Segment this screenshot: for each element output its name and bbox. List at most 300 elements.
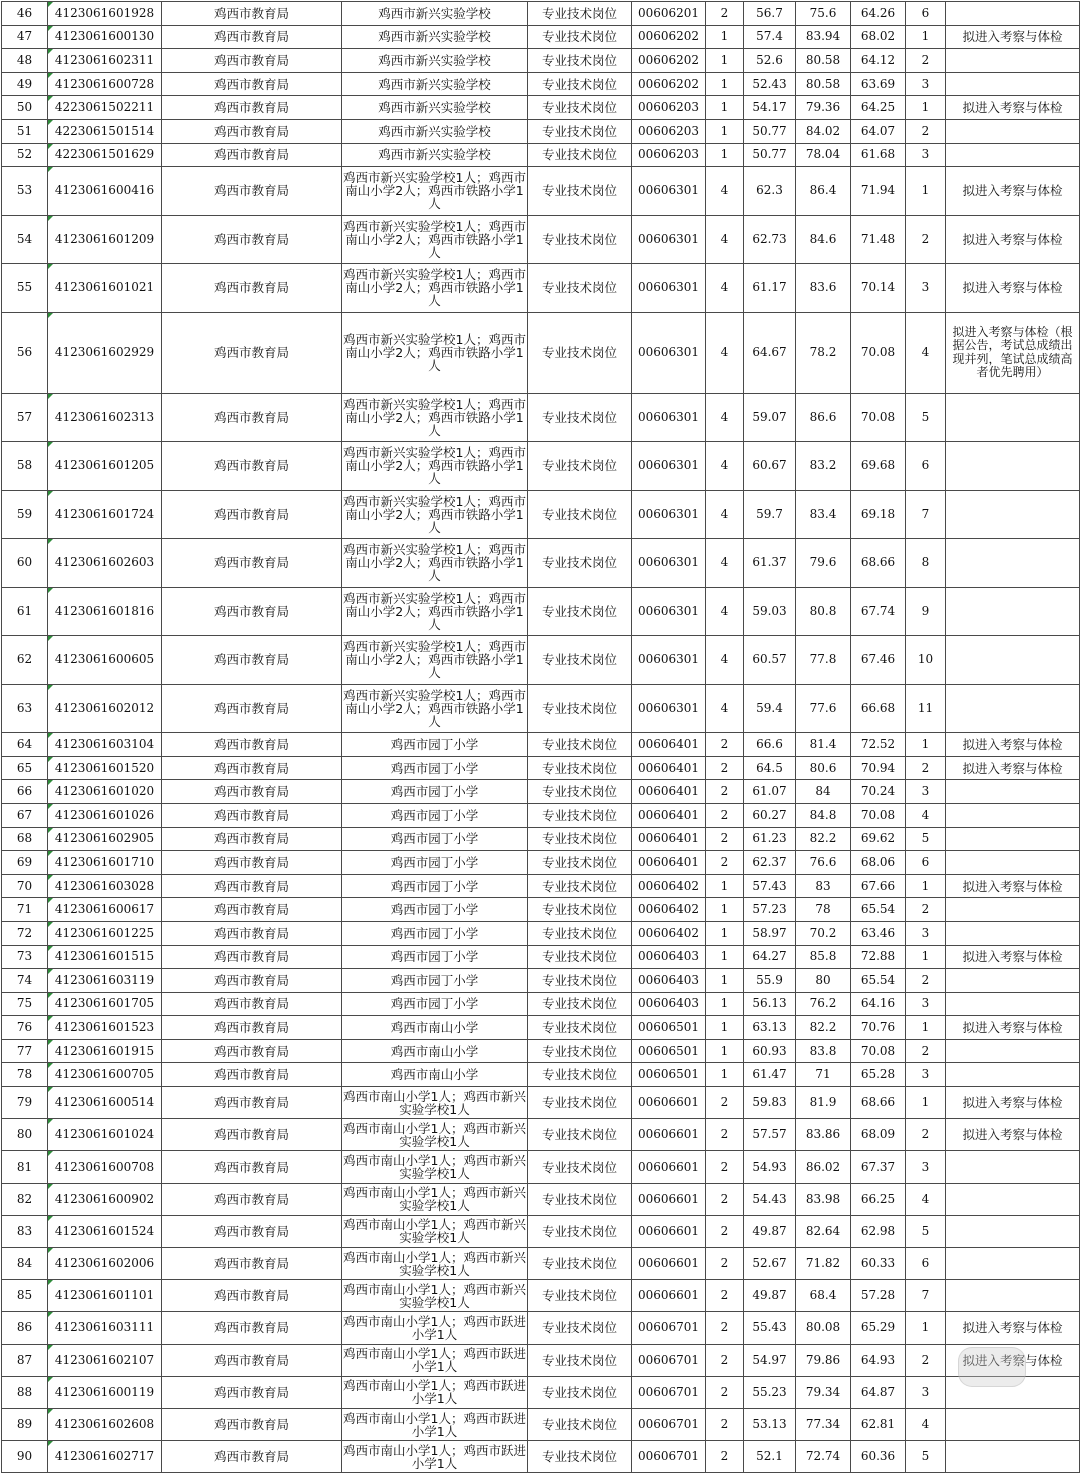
cell-employer: 鸡西市新兴实验学校1人；鸡西市南山小学2人；鸡西市铁路小学1人 (342, 587, 528, 636)
cell-seq: 76 (2, 1016, 48, 1040)
cell-post-code: 00606501 (632, 1039, 706, 1063)
cell-seq: 69 (2, 851, 48, 875)
cell-seq: 65 (2, 756, 48, 780)
cell-employer: 鸡西市新兴实验学校 (342, 2, 528, 26)
exam-id-text: 4123061601225 (54, 925, 155, 940)
number-stored-as-text-flag-icon (48, 588, 53, 593)
table-row (2, 1151, 1080, 1183)
cell-interview-score: 80.8 (796, 587, 851, 636)
cell-exam-id (48, 851, 162, 875)
table-row (2, 1248, 1080, 1280)
cell-post-type: 专业技术岗位 (528, 1151, 632, 1183)
cell-rank: 1 (906, 874, 946, 898)
cell-remark (946, 969, 1080, 993)
exam-id-text: 4123061603028 (54, 878, 155, 893)
cell-interview-score: 83.6 (796, 264, 851, 313)
cell-remark (946, 587, 1080, 636)
cell-employer: 鸡西市新兴实验学校1人；鸡西市南山小学2人；鸡西市铁路小学1人 (342, 215, 528, 264)
exam-id-text: 4123061602313 (54, 409, 155, 424)
cell-quota: 1 (706, 992, 744, 1016)
cell-rank: 10 (906, 636, 946, 685)
cell-remark: 拟进入考察与体检 (946, 756, 1080, 780)
number-stored-as-text-flag-icon (48, 394, 53, 399)
cell-remark (946, 1039, 1080, 1063)
cell-post-type: 专业技术岗位 (528, 143, 632, 167)
cell-interview-score: 77.34 (796, 1408, 851, 1440)
cell-employer: 鸡西市南山小学1人；鸡西市新兴实验学校1人 (342, 1183, 528, 1215)
cell-seq: 72 (2, 921, 48, 945)
cell-seq: 86 (2, 1312, 48, 1344)
cell-remark (946, 1183, 1080, 1215)
cell-post-type: 专业技术岗位 (528, 49, 632, 73)
cell-post-type: 专业技术岗位 (528, 803, 632, 827)
cell-employer: 鸡西市园丁小学 (342, 803, 528, 827)
cell-remark (946, 2, 1080, 26)
cell-post-code: 00606401 (632, 803, 706, 827)
cell-quota: 4 (706, 393, 744, 442)
exam-id-text: 4123061601209 (54, 231, 155, 246)
cell-quota: 1 (706, 49, 744, 73)
cell-department: 鸡西市教育局 (162, 756, 342, 780)
cell-post-type: 专业技术岗位 (528, 684, 632, 733)
exam-id-text: 4123061603104 (54, 736, 155, 751)
exam-id-text: 4123061603111 (54, 1320, 155, 1335)
cell-quota: 1 (706, 143, 744, 167)
exam-id-text: 4123061601026 (54, 807, 155, 822)
cell-post-type: 专业技术岗位 (528, 1248, 632, 1280)
cell-seq: 71 (2, 898, 48, 922)
exam-id-text: 4223061502211 (54, 100, 155, 115)
cell-rank: 1 (906, 96, 946, 120)
cell-total-score: 69.68 (851, 442, 906, 491)
cell-written-score: 60.57 (744, 636, 796, 685)
cell-employer: 鸡西市新兴实验学校1人；鸡西市南山小学2人；鸡西市铁路小学1人 (342, 684, 528, 733)
table-row (2, 2, 1080, 26)
exam-id-text: 4123061602608 (54, 1417, 155, 1432)
cell-employer: 鸡西市南山小学 (342, 1039, 528, 1063)
exam-id-text: 4123061602006 (54, 1256, 155, 1271)
cell-written-score: 49.87 (744, 1215, 796, 1247)
cell-employer: 鸡西市南山小学1人；鸡西市新兴实验学校1人 (342, 1151, 528, 1183)
cell-written-score: 61.23 (744, 827, 796, 851)
table-row (2, 1063, 1080, 1087)
number-stored-as-text-flag-icon (48, 1441, 53, 1446)
cell-rank: 1 (906, 1016, 946, 1040)
cell-remark (946, 393, 1080, 442)
cell-written-score: 54.17 (744, 96, 796, 120)
number-stored-as-text-flag-icon (48, 1248, 53, 1253)
cell-total-score: 64.16 (851, 992, 906, 1016)
table-row (2, 1280, 1080, 1312)
exam-id-text: 4123061601205 (54, 458, 155, 473)
cell-seq: 82 (2, 1183, 48, 1215)
cell-department: 鸡西市教育局 (162, 2, 342, 26)
cell-department: 鸡西市教育局 (162, 49, 342, 73)
table-row (2, 264, 1080, 313)
cell-department: 鸡西市教育局 (162, 264, 342, 313)
cell-department: 鸡西市教育局 (162, 1441, 342, 1473)
cell-remark (946, 636, 1080, 685)
cell-post-type: 专业技术岗位 (528, 851, 632, 875)
cell-employer: 鸡西市新兴实验学校1人；鸡西市南山小学2人；鸡西市铁路小学1人 (342, 312, 528, 393)
cell-total-score: 68.66 (851, 1087, 906, 1119)
cell-remark: 拟进入考察与体检 (946, 1312, 1080, 1344)
exam-id-text: 4123061602929 (54, 345, 155, 360)
cell-quota: 2 (706, 1441, 744, 1473)
cell-interview-score: 80.58 (796, 49, 851, 73)
table-row (2, 143, 1080, 167)
cell-seq: 83 (2, 1215, 48, 1247)
cell-employer: 鸡西市南山小学1人；鸡西市新兴实验学校1人 (342, 1280, 528, 1312)
cell-employer: 鸡西市园丁小学 (342, 969, 528, 993)
cell-total-score: 65.54 (851, 898, 906, 922)
cell-department: 鸡西市教育局 (162, 539, 342, 588)
cell-interview-score: 81.4 (796, 733, 851, 757)
exam-id-text: 4123061600605 (54, 652, 155, 667)
table-row (2, 490, 1080, 539)
results-table (1, 1, 1080, 1473)
cell-quota: 4 (706, 587, 744, 636)
number-stored-as-text-flag-icon (48, 1345, 53, 1350)
cell-employer: 鸡西市园丁小学 (342, 898, 528, 922)
table-row (2, 684, 1080, 733)
cell-total-score: 69.18 (851, 490, 906, 539)
cell-interview-score: 84.8 (796, 803, 851, 827)
cell-seq: 46 (2, 2, 48, 26)
cell-interview-score: 82.2 (796, 827, 851, 851)
exam-id-text: 4123061602603 (54, 555, 155, 570)
number-stored-as-text-flag-icon (48, 73, 53, 78)
cell-seq: 54 (2, 215, 48, 264)
table-row (2, 1039, 1080, 1063)
cell-exam-id (48, 1039, 162, 1063)
cell-department: 鸡西市教育局 (162, 1119, 342, 1151)
cell-seq: 55 (2, 264, 48, 313)
cell-post-code: 00606301 (632, 636, 706, 685)
cell-interview-score: 70.2 (796, 921, 851, 945)
cell-post-code: 00606402 (632, 921, 706, 945)
cell-rank: 3 (906, 72, 946, 96)
cell-interview-score: 79.6 (796, 539, 851, 588)
cell-remark: 拟进入考察与体检 (946, 1344, 1080, 1376)
cell-rank: 1 (906, 167, 946, 216)
cell-department: 鸡西市教育局 (162, 1280, 342, 1312)
cell-department: 鸡西市教育局 (162, 72, 342, 96)
cell-exam-id (48, 1248, 162, 1280)
cell-exam-id (48, 992, 162, 1016)
number-stored-as-text-flag-icon (48, 780, 53, 785)
watermark-badge (958, 1347, 1026, 1387)
cell-interview-score: 82.64 (796, 1215, 851, 1247)
cell-interview-score: 86.6 (796, 393, 851, 442)
cell-employer: 鸡西市南山小学1人；鸡西市跃进小学1人 (342, 1408, 528, 1440)
cell-department: 鸡西市教育局 (162, 874, 342, 898)
cell-employer: 鸡西市新兴实验学校1人；鸡西市南山小学2人；鸡西市铁路小学1人 (342, 264, 528, 313)
cell-quota: 4 (706, 636, 744, 685)
cell-exam-id (48, 969, 162, 993)
cell-employer: 鸡西市新兴实验学校1人；鸡西市南山小学2人；鸡西市铁路小学1人 (342, 539, 528, 588)
cell-post-code: 00606601 (632, 1280, 706, 1312)
cell-total-score: 63.46 (851, 921, 906, 945)
cell-total-score: 68.02 (851, 25, 906, 49)
cell-total-score: 72.52 (851, 733, 906, 757)
cell-exam-id (48, 2, 162, 26)
cell-total-score: 64.93 (851, 1344, 906, 1376)
number-stored-as-text-flag-icon (48, 2, 53, 7)
cell-department: 鸡西市教育局 (162, 1376, 342, 1408)
cell-post-type: 专业技术岗位 (528, 587, 632, 636)
exam-id-text: 4123061601915 (54, 1043, 155, 1058)
cell-post-code: 00606301 (632, 684, 706, 733)
cell-seq: 84 (2, 1248, 48, 1280)
table-row (2, 1183, 1080, 1215)
cell-remark (946, 851, 1080, 875)
cell-written-score: 60.27 (744, 803, 796, 827)
cell-post-code: 00606203 (632, 96, 706, 120)
exam-id-text: 4123061602012 (54, 700, 155, 715)
cell-quota: 1 (706, 119, 744, 143)
cell-seq: 60 (2, 539, 48, 588)
exam-id-text: 4123061602107 (54, 1352, 155, 1367)
exam-id-text: 4123061601515 (54, 949, 155, 964)
cell-seq: 64 (2, 733, 48, 757)
table-row (2, 1312, 1080, 1344)
cell-exam-id (48, 49, 162, 73)
cell-seq: 49 (2, 72, 48, 96)
cell-department: 鸡西市教育局 (162, 1183, 342, 1215)
cell-total-score: 63.69 (851, 72, 906, 96)
cell-remark: 拟进入考察与体检 (946, 733, 1080, 757)
cell-exam-id (48, 167, 162, 216)
cell-interview-score: 83.94 (796, 25, 851, 49)
cell-remark (946, 898, 1080, 922)
cell-rank: 6 (906, 851, 946, 875)
cell-interview-score: 83.8 (796, 1039, 851, 1063)
cell-total-score: 70.14 (851, 264, 906, 313)
cell-post-type: 专业技术岗位 (528, 25, 632, 49)
exam-id-text: 4123061600416 (54, 183, 155, 198)
cell-written-score: 54.43 (744, 1183, 796, 1215)
cell-exam-id (48, 780, 162, 804)
cell-post-code: 00606501 (632, 1063, 706, 1087)
cell-department: 鸡西市教育局 (162, 969, 342, 993)
exam-id-text: 4123061601724 (54, 506, 155, 521)
cell-quota: 1 (706, 1063, 744, 1087)
cell-employer: 鸡西市南山小学1人；鸡西市新兴实验学校1人 (342, 1087, 528, 1119)
cell-employer: 鸡西市南山小学1人；鸡西市跃进小学1人 (342, 1344, 528, 1376)
cell-written-score: 54.93 (744, 1151, 796, 1183)
cell-exam-id (48, 215, 162, 264)
table-row (2, 442, 1080, 491)
cell-interview-score: 77.6 (796, 684, 851, 733)
cell-department: 鸡西市教育局 (162, 1344, 342, 1376)
cell-post-type: 专业技术岗位 (528, 539, 632, 588)
exam-id-text: 4123061600705 (54, 1067, 155, 1082)
table-row (2, 898, 1080, 922)
cell-seq: 81 (2, 1151, 48, 1183)
exam-id-text: 4123061601523 (54, 1020, 155, 1035)
table-row (2, 874, 1080, 898)
exam-id-text: 4123061601816 (54, 603, 155, 618)
cell-remark (946, 684, 1080, 733)
cell-post-type: 专业技术岗位 (528, 1039, 632, 1063)
cell-post-type: 专业技术岗位 (528, 1312, 632, 1344)
cell-exam-id (48, 1376, 162, 1408)
cell-post-code: 00606601 (632, 1087, 706, 1119)
cell-interview-score: 78.2 (796, 312, 851, 393)
cell-rank: 1 (906, 1087, 946, 1119)
table-row (2, 756, 1080, 780)
cell-interview-score: 83.98 (796, 1183, 851, 1215)
cell-department: 鸡西市教育局 (162, 636, 342, 685)
cell-total-score: 57.28 (851, 1280, 906, 1312)
cell-remark (946, 119, 1080, 143)
cell-exam-id (48, 96, 162, 120)
cell-seq: 70 (2, 874, 48, 898)
table-row (2, 1215, 1080, 1247)
cell-department: 鸡西市教育局 (162, 827, 342, 851)
cell-quota: 4 (706, 684, 744, 733)
cell-quota: 2 (706, 733, 744, 757)
cell-department: 鸡西市教育局 (162, 1248, 342, 1280)
cell-total-score: 61.68 (851, 143, 906, 167)
cell-employer: 鸡西市园丁小学 (342, 780, 528, 804)
table-row (2, 72, 1080, 96)
cell-written-score: 59.4 (744, 684, 796, 733)
cell-post-code: 00606601 (632, 1248, 706, 1280)
cell-interview-score: 86.4 (796, 167, 851, 216)
cell-quota: 2 (706, 1151, 744, 1183)
number-stored-as-text-flag-icon (48, 1119, 53, 1124)
cell-rank: 3 (906, 780, 946, 804)
cell-total-score: 68.66 (851, 539, 906, 588)
cell-seq: 67 (2, 803, 48, 827)
cell-seq: 75 (2, 992, 48, 1016)
cell-total-score: 64.87 (851, 1376, 906, 1408)
cell-post-type: 专业技术岗位 (528, 733, 632, 757)
exam-id-text: 4123061601928 (54, 5, 155, 20)
cell-post-type: 专业技术岗位 (528, 1119, 632, 1151)
cell-written-score: 59.83 (744, 1087, 796, 1119)
table-row (2, 587, 1080, 636)
cell-quota: 2 (706, 1087, 744, 1119)
cell-remark: 拟进入考察与体检 (946, 167, 1080, 216)
cell-exam-id (48, 921, 162, 945)
number-stored-as-text-flag-icon (48, 1016, 53, 1021)
cell-written-score: 60.67 (744, 442, 796, 491)
cell-quota: 2 (706, 1248, 744, 1280)
cell-interview-score: 83 (796, 874, 851, 898)
cell-written-score: 59.07 (744, 393, 796, 442)
cell-post-code: 00606202 (632, 49, 706, 73)
cell-quota: 1 (706, 921, 744, 945)
exam-id-text: 4123061601101 (54, 1288, 155, 1303)
cell-employer: 鸡西市新兴实验学校 (342, 72, 528, 96)
cell-quota: 4 (706, 442, 744, 491)
cell-seq: 73 (2, 945, 48, 969)
table-row (2, 1016, 1080, 1040)
cell-seq: 88 (2, 1376, 48, 1408)
cell-post-code: 00606403 (632, 992, 706, 1016)
exam-id-text: 4123061602311 (54, 52, 155, 67)
number-stored-as-text-flag-icon (48, 828, 53, 833)
cell-written-score: 52.1 (744, 1441, 796, 1473)
cell-seq: 63 (2, 684, 48, 733)
cell-post-type: 专业技术岗位 (528, 1280, 632, 1312)
cell-seq: 66 (2, 780, 48, 804)
cell-exam-id (48, 490, 162, 539)
cell-remark (946, 803, 1080, 827)
cell-employer: 鸡西市新兴实验学校 (342, 25, 528, 49)
cell-rank: 4 (906, 312, 946, 393)
cell-seq: 61 (2, 587, 48, 636)
cell-seq: 58 (2, 442, 48, 491)
cell-department: 鸡西市教育局 (162, 167, 342, 216)
exam-id-text: 4123061601705 (54, 996, 155, 1011)
cell-post-type: 专业技术岗位 (528, 167, 632, 216)
cell-post-type: 专业技术岗位 (528, 1016, 632, 1040)
cell-employer: 鸡西市南山小学1人；鸡西市跃进小学1人 (342, 1441, 528, 1473)
cell-department: 鸡西市教育局 (162, 143, 342, 167)
cell-department: 鸡西市教育局 (162, 490, 342, 539)
table-row (2, 851, 1080, 875)
cell-rank: 3 (906, 921, 946, 945)
cell-quota: 2 (706, 1183, 744, 1215)
cell-employer: 鸡西市南山小学 (342, 1016, 528, 1040)
cell-post-code: 00606601 (632, 1151, 706, 1183)
cell-quota: 4 (706, 264, 744, 313)
cell-interview-score: 80.58 (796, 72, 851, 96)
cell-post-type: 专业技术岗位 (528, 1344, 632, 1376)
cell-department: 鸡西市教育局 (162, 733, 342, 757)
cell-department: 鸡西市教育局 (162, 442, 342, 491)
number-stored-as-text-flag-icon (48, 1184, 53, 1189)
cell-remark (946, 992, 1080, 1016)
cell-total-score: 66.25 (851, 1183, 906, 1215)
cell-total-score: 62.81 (851, 1408, 906, 1440)
cell-seq: 90 (2, 1441, 48, 1473)
cell-rank: 11 (906, 684, 946, 733)
cell-written-score: 59.03 (744, 587, 796, 636)
cell-post-type: 专业技术岗位 (528, 1215, 632, 1247)
cell-department: 鸡西市教育局 (162, 851, 342, 875)
table-row (2, 312, 1080, 393)
cell-exam-id (48, 1151, 162, 1183)
cell-written-score: 62.73 (744, 215, 796, 264)
cell-department: 鸡西市教育局 (162, 1408, 342, 1440)
cell-post-type: 专业技术岗位 (528, 1063, 632, 1087)
cell-department: 鸡西市教育局 (162, 921, 342, 945)
cell-interview-score: 84.02 (796, 119, 851, 143)
cell-employer: 鸡西市南山小学 (342, 1063, 528, 1087)
cell-post-type: 专业技术岗位 (528, 874, 632, 898)
number-stored-as-text-flag-icon (48, 733, 53, 738)
cell-employer: 鸡西市新兴实验学校 (342, 119, 528, 143)
table-row (2, 215, 1080, 264)
cell-employer: 鸡西市新兴实验学校1人；鸡西市南山小学2人；鸡西市铁路小学1人 (342, 393, 528, 442)
cell-post-code: 00606201 (632, 2, 706, 26)
cell-rank: 1 (906, 733, 946, 757)
cell-post-type: 专业技术岗位 (528, 1087, 632, 1119)
number-stored-as-text-flag-icon (48, 442, 53, 447)
cell-post-type: 专业技术岗位 (528, 2, 632, 26)
cell-post-type: 专业技术岗位 (528, 1183, 632, 1215)
exam-id-text: 4123061600728 (54, 76, 155, 91)
cell-remark: 拟进入考察与体检 (946, 215, 1080, 264)
cell-exam-id (48, 1119, 162, 1151)
cell-employer: 鸡西市新兴实验学校 (342, 49, 528, 73)
cell-seq: 87 (2, 1344, 48, 1376)
